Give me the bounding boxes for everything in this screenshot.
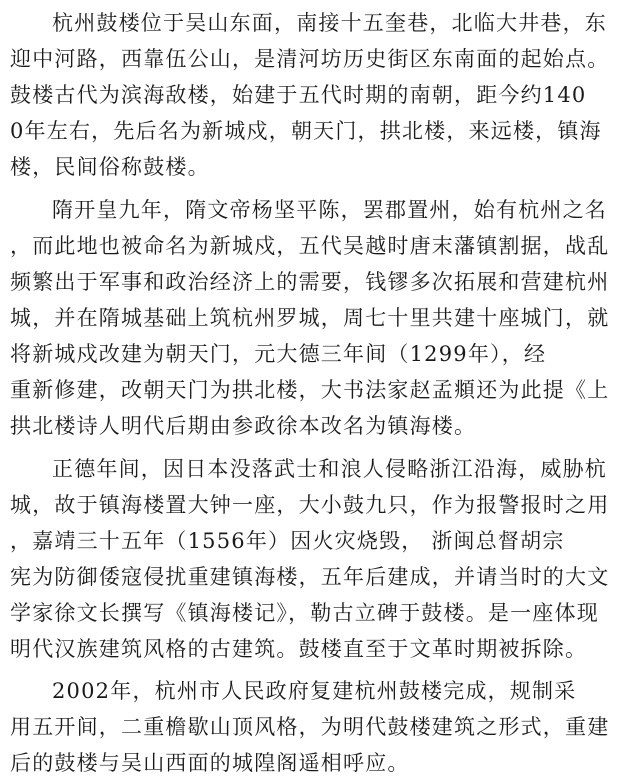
text-line: 宪为防御倭寇侵扰重建镇海楼，五年后建成，并请当时的大文 (10, 565, 610, 589)
paragraph-3 (0, 451, 640, 667)
text-line: 隋开皇九年，隋文帝杨坚平陈，罢郡置州，始有杭州之名 (52, 198, 607, 222)
text-line: 拱北楼诗人明代后期由参政徐本改名为镇海楼。 (10, 414, 477, 438)
paragraph-4 (0, 673, 640, 781)
text-line: 城，故于镇海楼置大钟一座，大小鼓九只，作为报警报时之用 (10, 493, 610, 517)
text-line: 后的鼓楼与吴山西面的城隍阁遥相呼应。 (10, 751, 410, 775)
text-line: 用五开间，二重檐歇山顶风格，为明代鼓楼建筑之形式，重建 (10, 715, 610, 739)
text-line: 城，并在隋城基础上筑杭州罗城，周七十里共建十座城门，就 (10, 306, 610, 330)
text-line: ，嘉靖三十五年（1556年）因火灾烧毁， 浙闽总督胡宗 (10, 529, 565, 553)
text-line: 频繁出于军事和政治经济上的需要，钱镠多次拓展和营建杭州 (10, 270, 610, 294)
text-line: 正德年间，因日本没落武士和浪人侵略浙江沿海，威胁杭 (52, 457, 607, 481)
paragraph-2 (0, 192, 640, 444)
text-line: 0年左右，先后名为新城戍，朝天门，拱北楼，来远楼，镇海 (10, 119, 602, 143)
text-line: 将新城戍改建为朝天门，元大德三年间（1299年），经 (10, 342, 547, 366)
text-line: 迎中河路，西靠伍公山，是清河坊历史街区东南面的起始点。 (10, 47, 610, 71)
paragraph-1 (0, 5, 640, 185)
text-line: 鼓楼古代为滨海敌楼，始建于五代时期的南朝，距今约140 (10, 83, 587, 107)
text-line: 杭州鼓楼位于吴山东面，南接十五奎巷，北临大井巷，东 (52, 11, 607, 35)
text-line: ，而此地也被命名为新城戍，五代吴越时唐末藩镇割据，战乱 (10, 234, 610, 258)
text-line: 学家徐文长撰写《镇海楼记》，勒古立碑于鼓楼。是一座体现 (10, 601, 599, 625)
text-line: 楼，民间俗称鼓楼。 (10, 155, 210, 179)
text-line: 重新修建，改朝天门为拱北楼，大书法家赵孟頫还为此提《上 (10, 378, 610, 402)
text-line: 明代汉族建筑风格的古建筑。鼓楼直至于文革时期被拆除。 (10, 637, 588, 661)
text-line: 2002年，杭州市人民政府复建杭州鼓楼完成，规制采 (52, 679, 577, 703)
